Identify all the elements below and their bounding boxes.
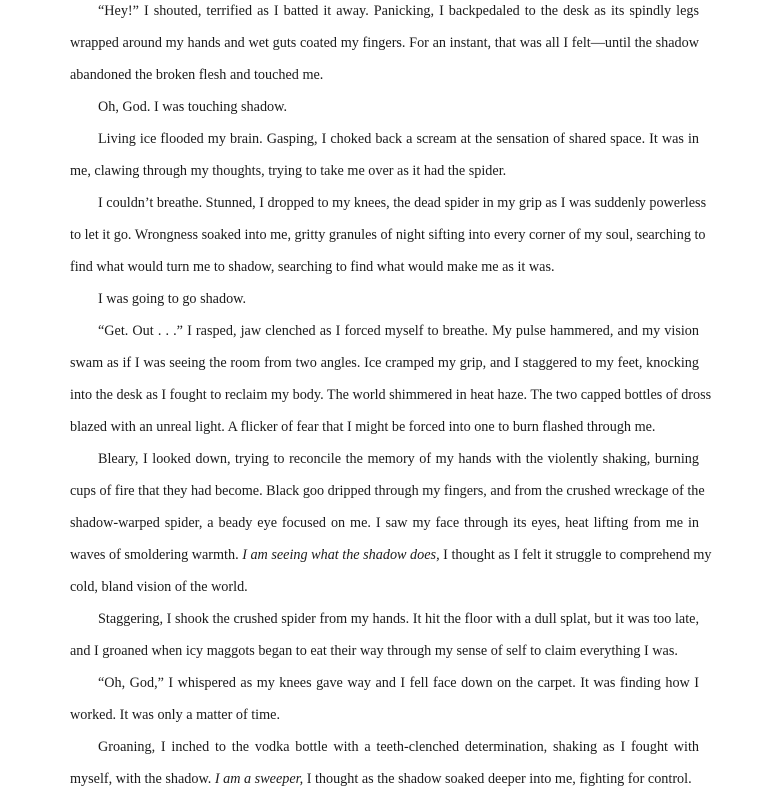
text-line [70, 283, 699, 315]
manuscript-page [70, 0, 712, 795]
text-line [70, 411, 699, 443]
text-line [70, 219, 706, 251]
text-line [70, 539, 712, 571]
text-segment: blazed with an unreal light. A flicker of fear that I might be forced into one to burn flashed through me. [70, 419, 656, 435]
text-line [70, 347, 699, 379]
text-line [70, 731, 699, 763]
text-segment: “Get. Out . . .” I rasped, jaw clenched as I forced myself to breathe. My pulse hammered, and my vision [98, 323, 699, 339]
paragraph [70, 187, 707, 283]
paragraph [70, 443, 712, 603]
paragraph [70, 603, 699, 667]
text-segment: cups of fire that they had become. Black goo dripped through my fingers, and from the crushed wreckage of the [70, 483, 705, 499]
text-line [70, 379, 712, 411]
text-segment: “Hey!” I shouted, terrified as I batted it away. Panicking, I backpedaled to the desk as its spindly legs [98, 3, 699, 19]
text-segment: Groaning, I inched to the vodka bottle with a teeth-clenched determination, shaking as I fought with [98, 739, 699, 755]
text-segment: Living ice flooded my brain. Gasping, I choked back a scream at the sensation of shared space. It was in [98, 131, 699, 147]
text-line [70, 315, 699, 347]
text-line [70, 475, 705, 507]
italic-text: I am seeing what the shadow does, [242, 547, 440, 563]
text-segment: I thought as I felt it struggle to comprehend my [439, 547, 712, 563]
text-segment: Staggering, I shook the crushed spider from my hands. It hit the floor with a dull splat, but it was too late, [98, 611, 699, 627]
text-line [70, 123, 699, 155]
text-segment: I thought as the shadow soaked deeper into me, fighting for control. [303, 771, 692, 787]
paragraph [70, 731, 699, 795]
text-segment: I was going to go shadow. [98, 291, 247, 307]
text-segment: into the desk as I fought to reclaim my body. The world shimmered in heat haze. The two capped bottles of dross [70, 387, 712, 403]
text-line [70, 667, 699, 699]
text-segment: shadow-warped spider, a beady eye focused on me. I saw my face through its eyes, heat lifting from me in [70, 515, 699, 531]
paragraph [70, 283, 699, 315]
text-line [70, 0, 699, 27]
text-line [70, 635, 699, 667]
text-segment: wrapped around my hands and wet guts coated my fingers. For an instant, that was all I felt—until the shadow [70, 35, 699, 51]
text-segment: worked. It was only a matter of time. [70, 707, 280, 723]
text-segment: swam as if I was seeing the room from two angles. Ice cramped my grip, and I staggered to my feet, knocking [70, 355, 699, 371]
text-segment: find what would turn me to shadow, searching to find what would make me as it was. [70, 259, 555, 275]
text-segment: to let it go. Wrongness soaked into me, gritty granules of night sifting into every corner of my soul, searching to [70, 227, 706, 243]
text-line [70, 763, 699, 795]
text-segment: I couldn’t breathe. Stunned, I dropped to my knees, the dead spider in my grip as I was suddenly powerless [98, 195, 707, 211]
paragraph [70, 315, 712, 443]
text-segment: waves of smoldering warmth. [70, 547, 243, 563]
paragraph [70, 91, 699, 123]
text-line [70, 27, 699, 59]
text-line [70, 699, 699, 731]
text-segment: abandoned the broken flesh and touched me. [70, 67, 324, 83]
text-line [70, 251, 699, 283]
paragraph [70, 0, 699, 91]
text-segment: “Oh, God,” I whispered as my knees gave way and I fell face down on the carpet. It was finding how I [98, 675, 699, 691]
text-segment: myself, with the shadow. [70, 771, 215, 787]
italic-text: I am a sweeper, [214, 771, 304, 787]
text-line [70, 603, 699, 635]
paragraph [70, 667, 699, 731]
text-line [70, 571, 699, 603]
text-line [70, 91, 699, 123]
text-segment: cold, bland vision of the world. [70, 579, 248, 595]
text-segment: Bleary, I looked down, trying to reconcile the memory of my hands with the violently shaking, burning [98, 451, 699, 467]
text-line [70, 187, 707, 219]
text-segment: Oh, God. I was touching shadow. [98, 99, 288, 115]
text-line [70, 507, 699, 539]
text-segment: me, clawing through my thoughts, trying to take me over as it had the spider. [70, 163, 507, 179]
text-segment: and I groaned when icy maggots began to eat their way through my sense of self to claim everything I was. [70, 643, 678, 659]
text-line [70, 155, 699, 187]
text-line [70, 59, 699, 91]
paragraph [70, 123, 699, 187]
text-line [70, 443, 699, 475]
